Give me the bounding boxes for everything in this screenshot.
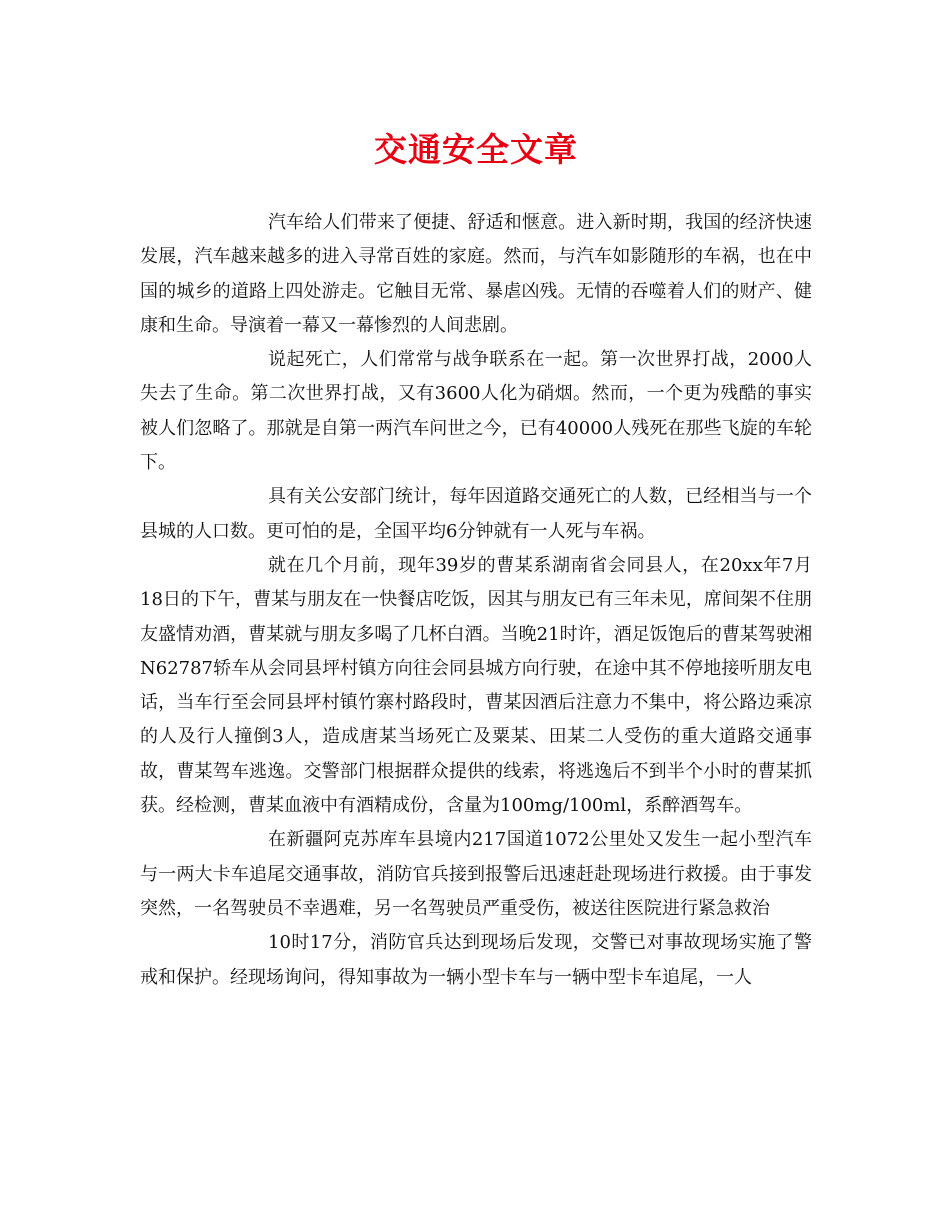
- paragraph: 具有关公安部门统计，每年因道路交通死亡的人数，已经相当与一个县城的人口数。更可怕的是，全国平均6分钟就有一人死与车祸。: [140, 486, 812, 542]
- document-title: 交通安全文章: [374, 130, 578, 169]
- paragraph: 在新疆阿克苏库车县境内217国道1072公里处又发生一起小型汽车与一两大卡车追尾交通事故，消防官兵接到报警后迅速赶赴现场进行救援。由于事发突然，一名驾驶员不幸遇难，另一名驾驶员严重受伤，被送往医院进行紧急救治: [140, 829, 812, 919]
- paragraph: 10时17分，消防官兵达到现场后发现，交警已对事故现场实施了警戒和保护。经现场询问，得知事故为一辆小型卡车与一辆中型卡车追尾，一人: [140, 932, 812, 988]
- paragraph: 汽车给人们带来了便捷、舒适和惬意。进入新时期，我国的经济快速发展，汽车越来越多的进入寻常百姓的家庭。然而，与汽车如影随形的车祸，也在中国的城乡的道路上四处游走。它触目无常、暴虐凶残。无情的吞噬着人们的财产、健康和生命。导演着一幕又一幕惨烈的人间悲剧。: [140, 212, 812, 336]
- paragraph: 就在几个月前，现年39岁的曹某系湖南省会同县人，在20xx年7月18日的下午，曹某与朋友在一快餐店吃饭，因其与朋友已有三年未见，席间架不住朋友盛情劝酒，曹某就与朋友多喝了几杯白酒。当晚21时许，酒足饭饱后的曹某驾驶湘N62787轿车从会同县坪村镇方向往会同县城方向行驶，在途中其不停地接听朋友电话，当车行至会同县坪村镇竹寨村路段时，曹某因酒后注意力不集中，将公路边乘凉的人及行人撞倒3人，造成唐某当场死亡及粟某、田某二人受伤的重大道路交通事故，曹某驾车逃逸。交警部门根据群众提供的线索，将逃逸后不到半个小时的曹某抓获。经检测，曹某血液中有酒精成份，含量为100mg/100ml，系醉酒驾车。: [140, 554, 812, 817]
- paragraph: 说起死亡，人们常常与战争联系在一起。第一次世界打战，2000人失去了生命。第二次世界打战，又有3600人化为硝烟。然而，一个更为残酷的事实被人们忽略了。那就是自第一两汽车问世之今，已有40000人残死在那些飞旋的车轮下。: [140, 349, 812, 474]
- document-body: [140, 206, 812, 995]
